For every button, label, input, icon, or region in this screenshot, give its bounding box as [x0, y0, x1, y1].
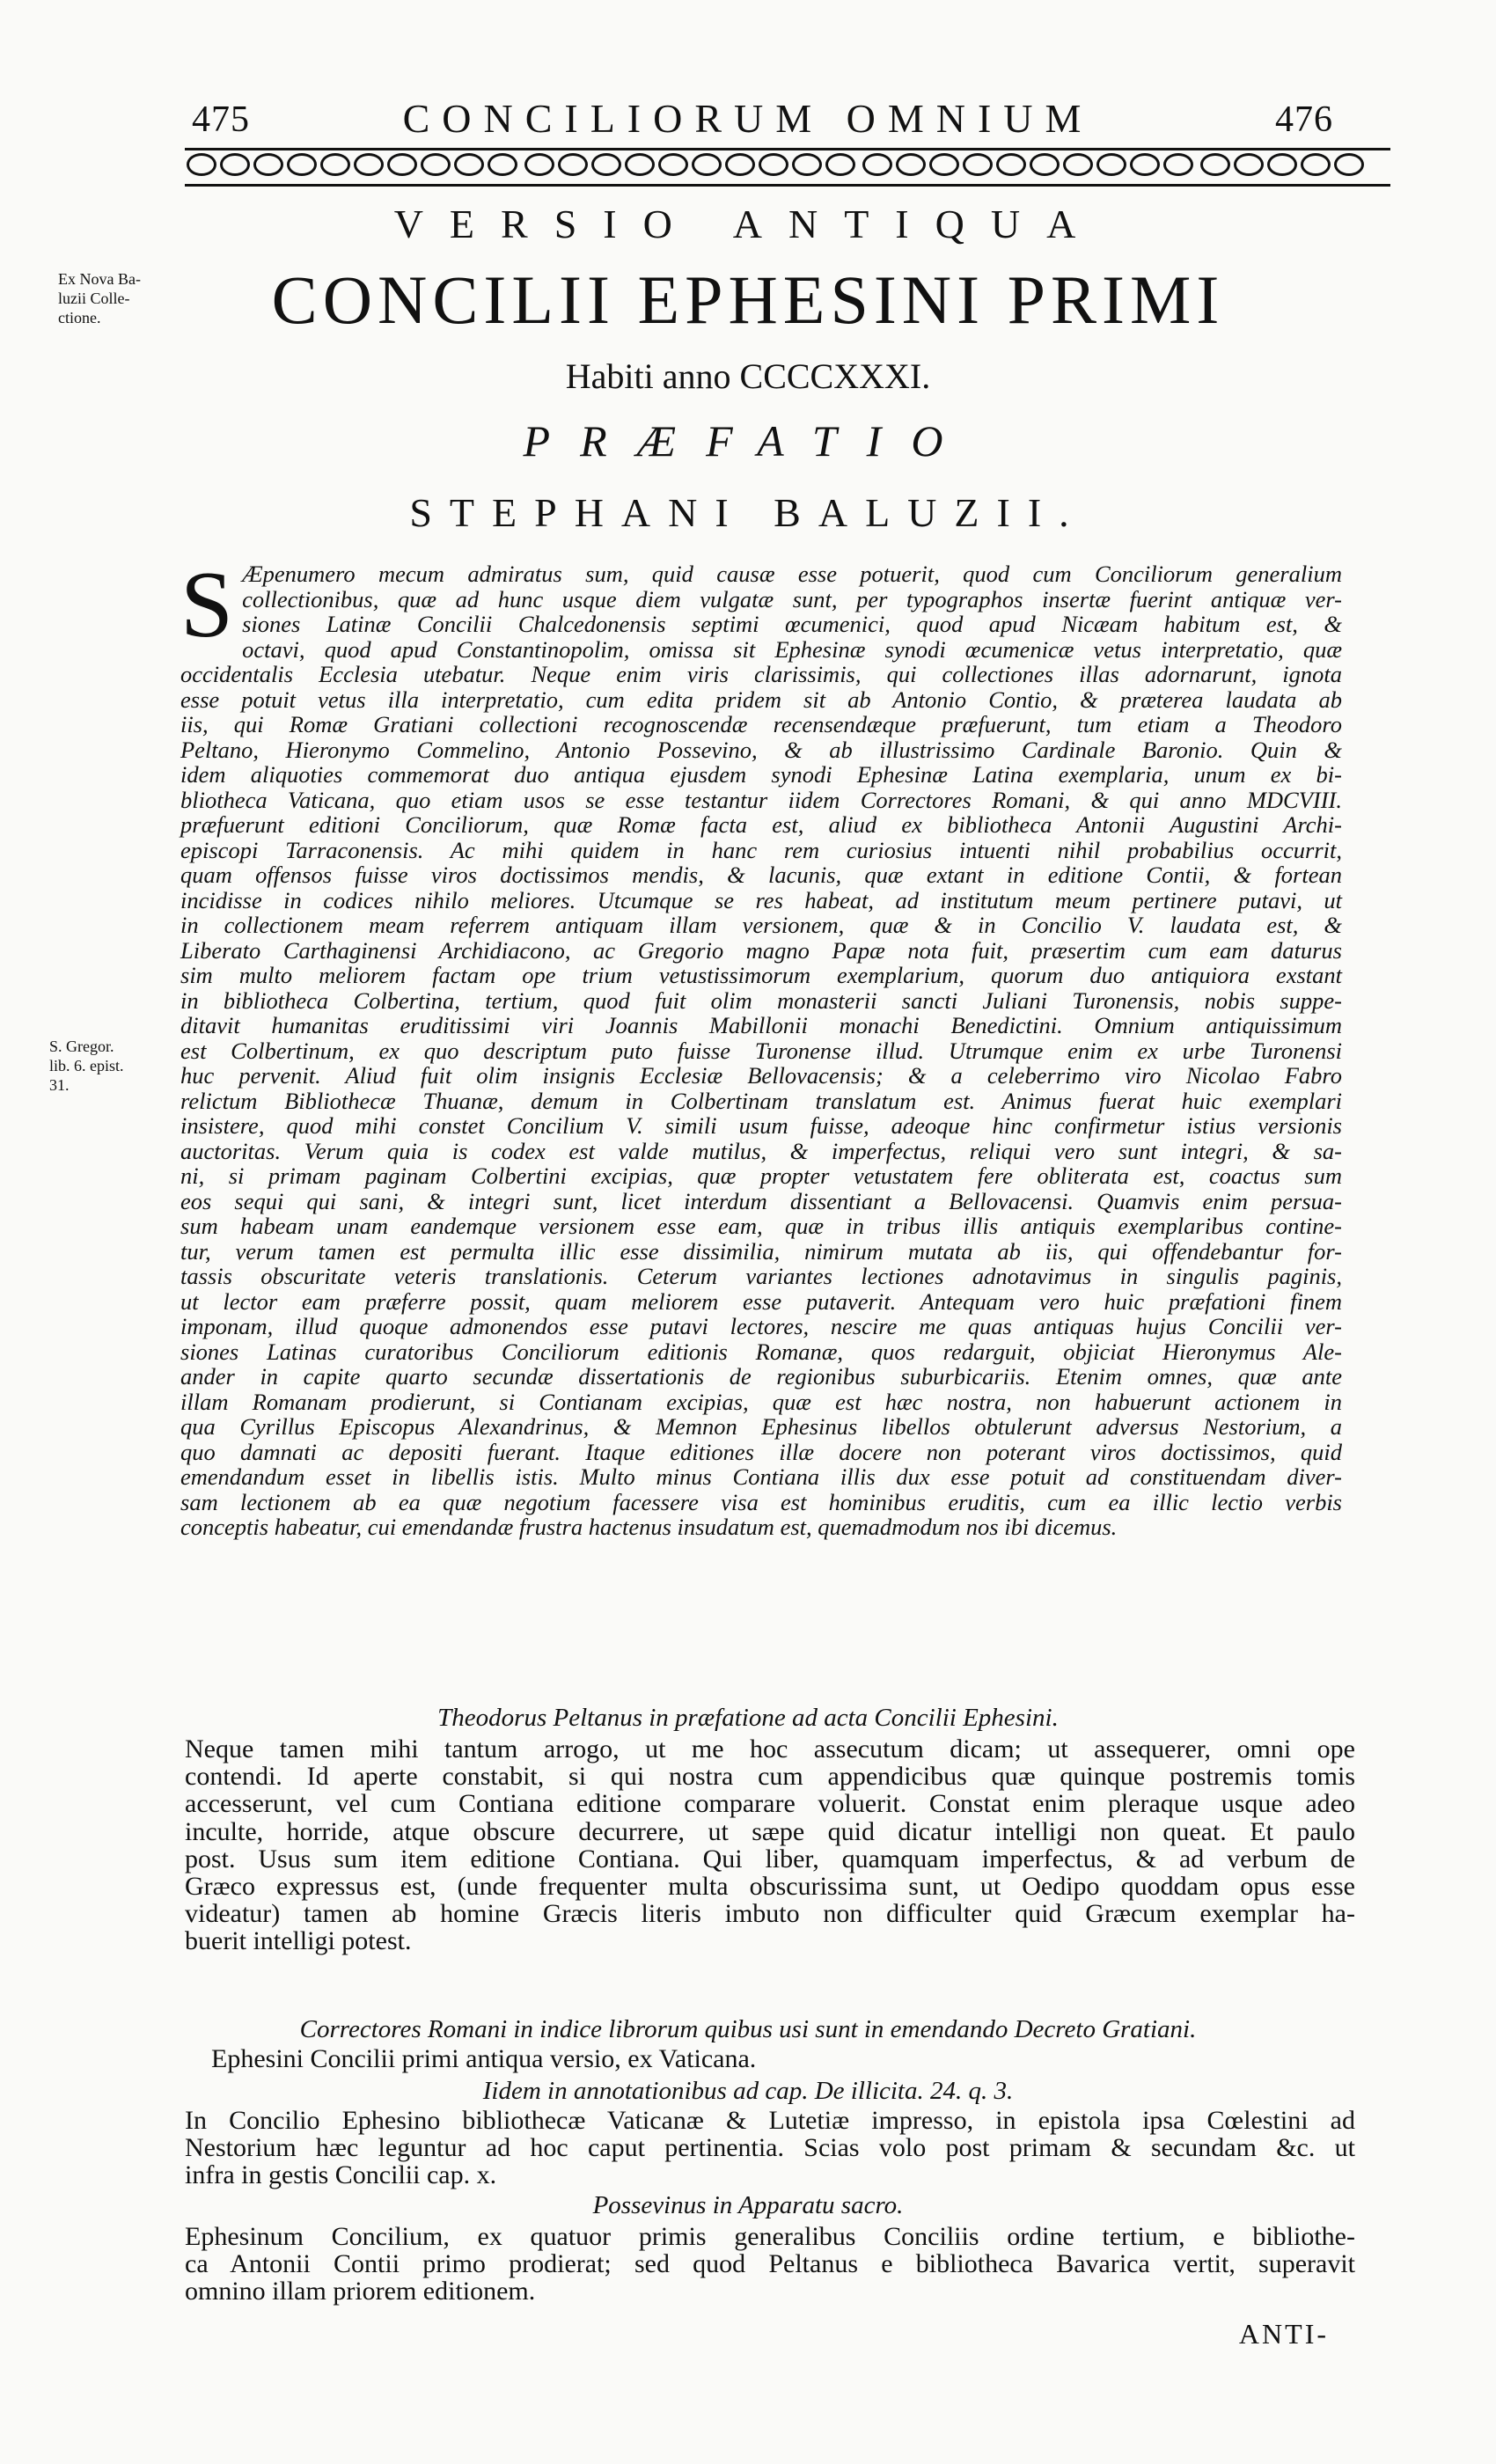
citation-peltanus: Theodorus Peltanus in præfatione ad acta Concilii Ephesini. [437, 1704, 1059, 1732]
citation-correctores: Correctores Romani in indice librorum quibus usi sunt in emendando Decreto Gratiani. [299, 2015, 1197, 2043]
title-stephani: STEPHANI BALUZII. [409, 490, 1087, 535]
ornamental-border [185, 148, 1390, 187]
text-line: tur, verum tamen est permulta illic esse dissimilia, nimirum mutata ab iis, qui offendebantur for- [180, 1237, 1342, 1265]
text-line: ca Antonii Contii primo prodierat; sed quod Peltanus e bibliotheca Bavarica vertit, superavit [185, 2249, 1355, 2279]
text-line: siones Latinas curatoribus Conciliorum editionis Romanæ, quos redarguit, objiciat Hieronymus Ale- [180, 1338, 1342, 1365]
margin-note-line: lib. 6. epist. [49, 1057, 124, 1074]
text-line: quo damnati ac depositi fuerant. Itaque editiones illæ docere non poterant viros doctissimos, quid [180, 1438, 1342, 1465]
text-line: Neque tamen mihi tantum arrogo, ut me hoc assecutum dicam; ut assequerer, omni ope [185, 1734, 1355, 1764]
title-habiti: Habiti anno CCCCXXXI. [565, 356, 931, 396]
text-line: Liberato Carthaginensi Archidiacono, ac Gregorio magno Papæ nota fuit, præsertim cum eam daturus [180, 936, 1342, 964]
margin-note-ex-nova [58, 269, 141, 327]
page-number-left: 475 [192, 99, 250, 140]
text-line: inculte, horride, atque obscure decurrere, ut sæpe quid dicatur intelligi non queat. Et paulo [185, 1816, 1355, 1846]
text-line: imponam, illud quoque admonendos esse putavi lectores, nescire me quas antiquas hujus Concilii ver- [180, 1313, 1342, 1339]
text-line: idem aliquoties commemorat duo antiqua ejusdem synodi Ephesinæ Latina exemplaria, unum ex bi- [180, 761, 1342, 788]
text-line: ditavit humanitas eruditissimi viri Joannis Mabillonii monachi Benedictini. Omnium antiquissimum [180, 1012, 1342, 1038]
preface-text [180, 553, 1342, 1540]
text-line: Nestorium hæc leguntur ad hoc caput pertinentia. Scias volo post primam & secundam &c. ut [185, 2133, 1355, 2163]
text-line: omnino illam priorem editionem. [185, 2277, 536, 2306]
title-versio: VERSIO ANTIQUA [393, 202, 1103, 246]
text-line: esse potuit vetus illa interpretatio, cum edita pridem sit ab Antonio Contio, & præterea laudata ab [180, 686, 1342, 713]
text-line: emendandum esset in libellis istis. Multo minus Contiana illis dux esse potuit ad constituendam diver- [180, 1463, 1342, 1490]
text-line: ni, si primam paginam Colbertini excipias, quæ propter vetustatem fere obliterata est, coactus sum [180, 1162, 1342, 1189]
title-praefatio: PRÆFATIO [523, 416, 973, 466]
vaticana-line: Ephesini Concilii primi antiqua versio, ex Vaticana. [211, 2044, 757, 2073]
text-line: sum habeam unam eandemque versionem esse eam, quæ in tribus illis antiquis exemplaribus contine- [180, 1213, 1342, 1239]
text-line: incidisse in codices nihilo meliores. Utcumque se res habeat, ad institutum meum pertinere putavi, ut [180, 886, 1342, 913]
text-line: illam Romanam prodierunt, si Contianam excipias, quæ est hæc nostra, non habuerunt actionem in [180, 1388, 1342, 1415]
text-line: quam offensos fuisse viros doctissimos mendis, & lacunis, quæ extant in editione Contii, & fortean [180, 862, 1342, 888]
margin-note-line: ctione. [58, 309, 101, 326]
citation-possevinus: Possevinus in Apparatu sacro. [592, 2191, 904, 2219]
text-line: in bibliotheca Colbertina, tertium, quod fuit olim monasterii sancti Juliani Turonensis, nobis suppe- [180, 986, 1342, 1014]
text-line: Æpenumero mecum admiratus sum, quid causæ esse potuerit, quod cum Conciliorum generalium [242, 561, 1342, 587]
text-line: sam lectionem ab ea quæ negotium facessere visa est hominibus eruditis, cum ea illic lectio verbis [180, 1488, 1342, 1515]
margin-note-line: Ex Nova Ba- [58, 270, 141, 288]
text-line: bliotheca Vaticana, quo etiam usos se esse testantur iidem Correctores Romani, & qui anno MDCVIII. [180, 786, 1342, 813]
text-line: iis, qui Romæ Gratiani collectioni recognoscendæ recensendæque præfuerunt, tum etiam a Theodoro [180, 711, 1342, 737]
text-line: auctoritas. Verum quia is codex est valde mutilus, & imperfectus, reliqui vero sunt integri, & sa- [180, 1137, 1342, 1164]
text-line: eos sequi qui sani, & integri sunt, licet interdum dissentiant a Bellovacensi. Quamvis enim persua- [180, 1187, 1342, 1214]
text-line: occidentalis Ecclesia utebatur. Neque enim viris clarissimis, qui collectiones illas adornarunt, ignota [180, 661, 1342, 687]
text-line: præfuerunt editioni Conciliorum, quæ Romæ facta est, aliud ex bibliotheca Antonii Augustini Archi- [180, 811, 1342, 838]
possevinus-quote [185, 2223, 1355, 2306]
text-line: in collectionem meam referrem antiquam illam versionem, quæ & in Concilio V. laudata est, & [180, 912, 1342, 938]
text-line: accesserunt, vel cum Contiana editione comparare voluerit. Constat enim pleraque usque adeo [185, 1789, 1355, 1819]
text-line: ut lector eam præferre possit, quam meliorem esse putaverit. Antequam vero huic præfationi finem [180, 1287, 1342, 1315]
text-line: sim multo meliorem factam ope trium vetustissimorum exemplarium, quorum duo antiquiora exstant [180, 962, 1342, 988]
text-line: est Colbertinum, ex quo descriptum puto fuisse Turonense illud. Utrumque enim ex urbe Turonensi [180, 1037, 1342, 1064]
text-line: insistere, quod mihi constet Concilium V. simili usum fuisse, adeoque hinc confirmetur istius versionis [180, 1112, 1342, 1139]
text-line: tassis obscuritate veteris translationis. Ceterum variantes lectiones adnotavimus in singulis paginis, [180, 1263, 1342, 1289]
text-line: In Concilio Ephesino bibliothecæ Vaticanæ & Lutetiæ impresso, in epistola ipsa Cœlestini ad [185, 2106, 1355, 2135]
preface-lines [180, 553, 1342, 1540]
drop-cap: S [180, 553, 234, 657]
text-line: Peltano, Hieronymo Commelino, Antonio Possevino, & ab illustrissimo Cardinale Baronio. Quin & [180, 736, 1342, 763]
text-line: episcopi Tarraconensis. Ac mihi quidem in hanc rem curiosius intuenti nihil probabilius occurrit, [180, 836, 1342, 863]
text-line: infra in gestis Concilii cap. x. [185, 2160, 497, 2190]
text-line: ander in capite quarto secundæ dissertationis de regionibus suburbicariis. Etenim omnes, quæ ante [180, 1363, 1342, 1390]
margin-note-line: 31. [49, 1076, 70, 1094]
text-line: qua Cyrillus Episcopus Alexandrinus, & Memnon Ephesinus libellos obtulerunt adversus Nestorium, a [180, 1413, 1342, 1440]
margin-note-line: S. Gregor. [49, 1038, 114, 1055]
running-title: CONCILIORUM OMNIUM [402, 96, 1094, 141]
peltanus-quote [185, 1735, 1355, 1955]
text-line: siones Latinæ Concilii Chalcedonensis septimi œcumenici, quod apud Nicæam habitum est, & [242, 611, 1342, 637]
text-line: conceptis habeatur, cui emendandæ frustra hactenus insudatum est, quemadmodum nos ibi dicemus. [180, 1514, 1118, 1540]
text-line: buerit intelligi potest. [185, 1926, 412, 1956]
text-line: collectionibus, quæ ad hunc usque diem vulgatæ sunt, per typographos insertæ fuerint antiquæ ver- [242, 585, 1342, 612]
catchword: ANTI- [1238, 2318, 1329, 2350]
margin-note-gregor [49, 1037, 124, 1095]
margin-note-line: luzii Colle- [58, 290, 130, 307]
text-line: Ephesinum Concilium, ex quatuor primis generalibus Conciliis ordine tertium, e bibliothe- [185, 2222, 1355, 2251]
text-line: Græco expressus est, (unde frequenter multa obscurissima sunt, ut Oedipo quoddam opus esse [185, 1872, 1355, 1902]
text-line: videatur) tamen ab homine Græcis literis imbuto non difficulter quid Græcum exemplar ha- [185, 1899, 1355, 1929]
text-line: relictum Bibliothecæ Thuanæ, demum in Colbertinam translatum est. Animus fuerat huic exemplari [180, 1087, 1342, 1114]
page-number-right: 476 [1275, 99, 1333, 140]
citation-iidem: Iidem in annotationibus ad cap. De illicita. 24. q. 3. [482, 2077, 1014, 2105]
text-line: post. Usus sum item editione Contiana. Qui liber, quamquam imperfectus, & ad verbum de [185, 1844, 1355, 1874]
iidem-quote [185, 2107, 1355, 2189]
text-line: huc pervenit. Aliud fuit olim insignis Ecclesiæ Bellovacensis; & a celeberrimo viro Nicolao Fabro [180, 1062, 1342, 1089]
text-line: contendi. Id aperte constabit, si qui nostra cum appendicibus quæ quinque postremis tomis [185, 1762, 1355, 1792]
title-concilii: CONCILII EPHESINI PRIMI [271, 261, 1225, 338]
text-line: octavi, quod apud Constantinopolim, omissa sit Ephesinæ synodi œcumenicæ vetus interpretatio, quæ [242, 635, 1342, 663]
